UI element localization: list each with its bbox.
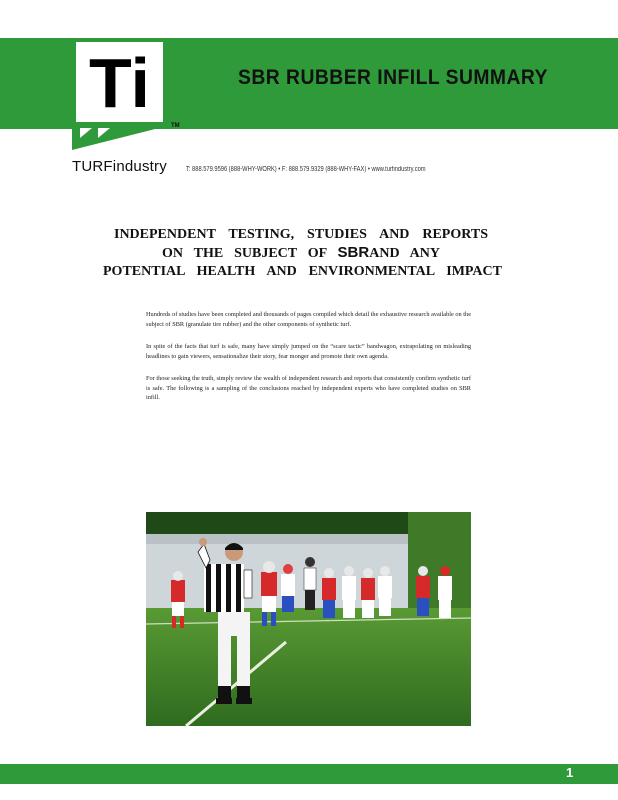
paragraph-3: For those seeking the truth, simply review the wealth of independent research and reports that consistently confirm synthetic turf is safe. The following is a sampling of the conclusions reached by independent experts who have completed studies on SBR infill. xyxy=(146,375,471,401)
document-title: SBR RUBBER INFILL SUMMARY xyxy=(238,66,548,89)
logo-letters: Ti xyxy=(89,44,150,122)
paragraph-1: Hundreds of studies have been completed and thousands of pages compiled which detail the exhaustive research available on the subject of SBR (granulate tire rubber) and the other components of synthetic turf. xyxy=(146,311,471,328)
headline-line-1: INDEPENDENT TESTING, STUDIES AND REPORTS xyxy=(114,227,488,242)
logo xyxy=(72,38,167,126)
brand-name: TURFindustry xyxy=(72,158,167,175)
trademark: TM xyxy=(171,123,180,129)
footer-band xyxy=(0,764,618,784)
body-text xyxy=(146,310,471,416)
contact-line: T: 888.579.9596 (888-WHY-WORK) • F: 888.579.9329 (888-WHY-FAX) • www.turfindustry.com xyxy=(186,166,426,173)
paragraph-2: In spite of the facts that turf is safe, many have simply jumped on the “scare tactic” bandwagon, extrapolating on misleading headlines to gain viewers, sensationalize their story, fear monger and promote their own agenda. xyxy=(146,343,471,360)
page-number: 1 xyxy=(566,765,574,780)
headline-line-3: POTENTIAL HEALTH AND ENVIRONMENTAL IMPACT xyxy=(103,264,502,279)
football-referee-photo xyxy=(146,512,471,726)
headline-line-2 xyxy=(100,244,510,263)
headline-sbr: SBR xyxy=(337,244,370,261)
headline-line-2a: ON THE SUBJECT OF xyxy=(162,246,338,261)
logo-tail-icon xyxy=(72,126,167,156)
headline-line-2c: AND ANY xyxy=(369,246,440,261)
photo-illustration xyxy=(146,512,471,726)
headline xyxy=(100,226,510,281)
